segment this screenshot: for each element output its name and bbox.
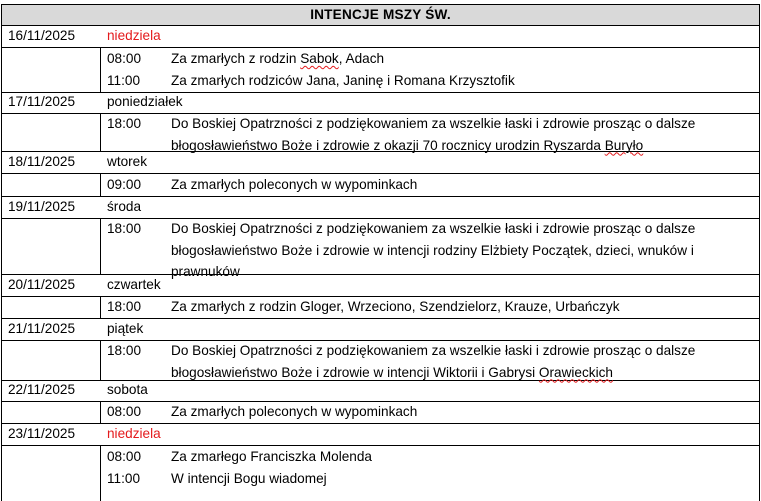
column-divider <box>100 340 101 381</box>
day-date: 20/11/2025 <box>8 277 76 292</box>
day-date: 22/11/2025 <box>8 382 76 397</box>
day-date: 17/11/2025 <box>8 94 76 109</box>
day-name: poniedziałek <box>107 94 183 109</box>
column-divider <box>100 47 101 93</box>
column-divider <box>100 401 101 424</box>
mass-intention: W intencji Bogu wiadomej <box>171 471 327 486</box>
mass-time: 18:00 <box>107 299 142 314</box>
mass-intention: Za zmarłych z rodzin Gloger, Wrzeciono, Szendzielorz, Krauze, Urbańczyk <box>171 299 620 314</box>
mass-intention: Za zmarłych poleconych w wypominkach <box>171 177 418 192</box>
mass-intention: Za zmarłego Franciszka Molenda <box>171 449 372 464</box>
mass-time: 08:00 <box>107 449 142 464</box>
day-name: niedziela <box>107 28 161 43</box>
day-name: sobota <box>107 382 148 397</box>
day-date: 19/11/2025 <box>8 199 76 214</box>
mass-time: 11:00 <box>107 73 141 88</box>
mass-time: 11:00 <box>107 471 141 486</box>
page-title: INTENCJE MSZY ŚW. <box>1 4 760 26</box>
mass-intention: Do Boskiej Opatrzności z podziękowaniem za wszelkie łaski i zdrowie prosząc o dalsze błogosławieństwo Boże i zdrowie w intencji rodziny Elżbiety Początek, dzieci, wnuków i prawnuków <box>171 221 696 279</box>
day-date: 23/11/2025 <box>8 426 76 441</box>
mass-intention: Za zmarłych rodziców Jana, Janinę i Romana Krzysztofik <box>171 73 515 88</box>
column-divider <box>100 113 101 152</box>
mass-intention: Do Boskiej Opatrzności z podziękowaniem za wszelkie łaski i zdrowie prosząc o dalsze błogosławieństwo Boże i zdrowie w intencji Wiktorii i Gabrysi Orawieckich <box>171 343 696 380</box>
day-date: 18/11/2025 <box>8 154 76 169</box>
day-name: środa <box>107 199 142 214</box>
table-border-right <box>759 24 760 501</box>
day-name: niedziela <box>107 426 161 441</box>
table-border-left <box>1 24 2 501</box>
day-date: 21/11/2025 <box>8 321 76 336</box>
column-divider <box>100 296 101 319</box>
mass-time: 08:00 <box>107 51 142 66</box>
column-divider <box>100 218 101 275</box>
mass-time: 18:00 <box>107 343 142 358</box>
mass-time: 09:00 <box>107 177 142 192</box>
mass-time: 18:00 <box>107 116 142 131</box>
day-name: czwartek <box>107 277 161 292</box>
mass-time: 18:00 <box>107 221 142 236</box>
mass-time: 08:00 <box>107 404 142 419</box>
day-date: 16/11/2025 <box>8 28 76 43</box>
mass-intention: Do Boskiej Opatrzności z podziękowaniem za wszelkie łaski i zdrowie prosząc o dalsze błogosławieństwo Boże i zdrowie z okazji 70 rocznicy urodzin Ryszarda Buryło <box>171 116 696 153</box>
mass-intention: Za zmarłych z rodzin Sabok, Adach <box>171 51 385 66</box>
mass-intention: Za zmarłych poleconych w wypominkach <box>171 404 418 419</box>
column-divider <box>100 445 101 501</box>
day-name: piątek <box>107 321 144 336</box>
column-divider <box>100 173 101 197</box>
day-name: wtorek <box>107 154 148 169</box>
